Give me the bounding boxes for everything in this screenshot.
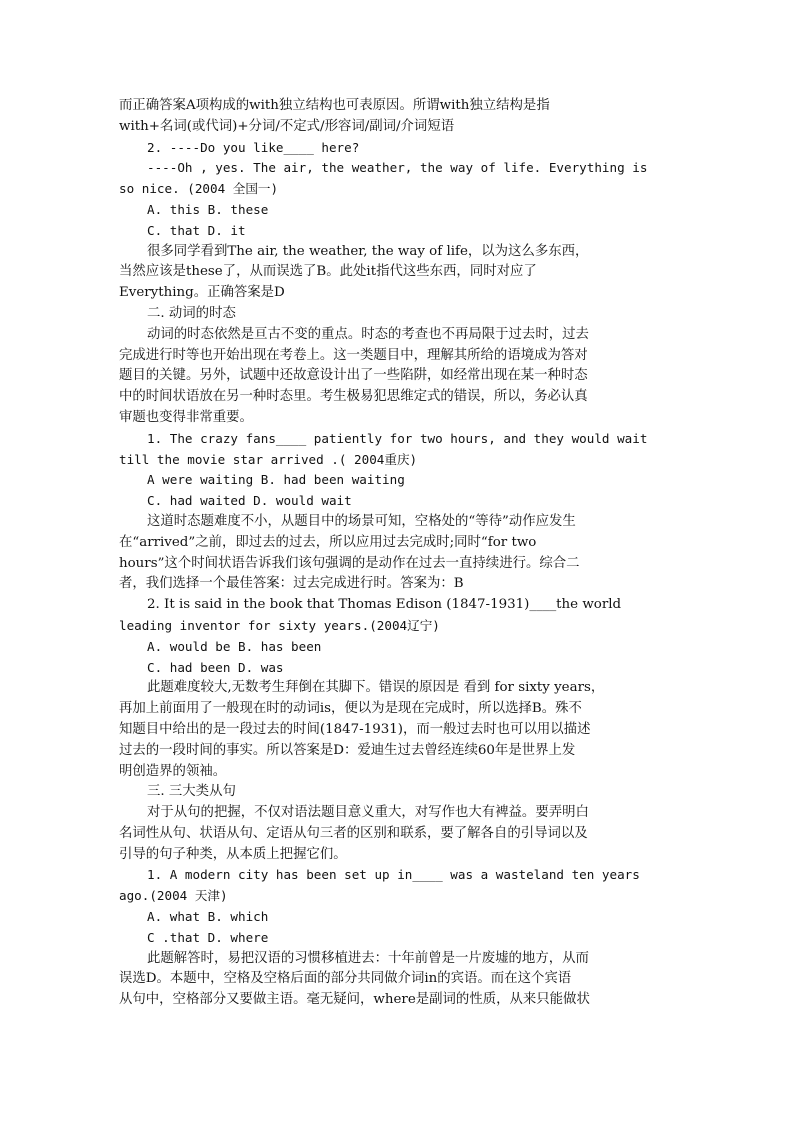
text-line: 完成进行时等也开始出现在考卷上。这一类题目中，理解其所给的语境成为答对 [119, 347, 588, 363]
text-line: 从句中，空格部分又要做主语。毫无疑问，where是副词的性质，从来只能做状 [119, 992, 590, 1008]
text-line: 知题目中给出的是一段过去的时间(1847-1931)，而一般过去时也可以用以描述 [119, 721, 591, 737]
text-line: 在“arrived”之前，即过去的过去，所以应用过去完成时;同时“for two [119, 534, 537, 550]
text-line: A. would be B. has been [147, 638, 322, 654]
text-line: 2. ----Do you like____ here? [147, 139, 360, 155]
text-line: 明创造界的领袖。 [119, 763, 227, 779]
text-line: 1. The crazy fans____ patiently for two hours, and they would wait [147, 430, 648, 446]
text-line: 题目的关键。另外，试题中还故意设计出了一些陷阱，如经常出现在某一种时态 [119, 368, 588, 384]
text-line: A were waiting B. had been waiting [147, 472, 405, 488]
text-line: C .that D. where [147, 929, 269, 945]
text-line: 而正确答案A项构成的with独立结构也可表原因。所谓with独立结构是指 [119, 98, 550, 113]
text-line: 再加上前面用了一般现在时的动词is，便以为是现在完成时，所以选择B。殊不 [119, 701, 582, 717]
text-line: A. this B. these [147, 201, 269, 217]
text-line: till the movie star arrived .( 2004重庆) [119, 451, 418, 467]
text-line: 误选D。本题中，空格及空格后面的部分共同做介词in的宾语。而在这个宾语 [119, 971, 572, 987]
text-line: 二. 动词的时态 [147, 305, 236, 321]
text-line: 很多同学看到The air, the weather, the way of life，以为这么多东西， [147, 243, 589, 259]
text-line: hours”这个时间状语告诉我们该句强调的是动作在过去一直持续进行。综合二 [119, 555, 580, 571]
text-line: C. had waited D. would wait [147, 493, 352, 509]
text-line: 引导的句子种类，从本质上把握它们。 [119, 846, 347, 862]
text-line: 对于从句的把握，不仅对语法题目意义重大，对写作也大有裨益。要弄明白 [147, 805, 589, 821]
text-line: 中的时间状语放在另一种时态里。考生极易犯思维定式的错误，所以，务必认真 [119, 389, 588, 405]
text-line: 此题难度较大,无数考生拜倒在其脚下。错误的原因是 看到 for sixty years， [147, 680, 605, 696]
text-line: 1. A modern city has been set up in____ was a wasteland ten years [147, 867, 640, 883]
text-line: ago.(2004 天津) [119, 888, 228, 904]
text-line: 动词的时态依然是亘古不变的重点。时态的考查也不再局限于过去时，过去 [147, 326, 589, 342]
text-line: 者，我们选择一个最佳答案：过去完成进行时。答案为：B [119, 576, 464, 592]
text-line: with+名词(或代词)+分词/不定式/形容词/副词/介词短语 [119, 118, 455, 134]
text-line: 2. It is said in the book that Thomas Edison (1847-1931)____the world [147, 597, 622, 613]
text-line: C. had been D. was [147, 659, 284, 675]
text-line: ----Oh , yes. The air, the weather, the way of life. Everything is [147, 160, 648, 176]
text-line: 审题也变得非常重要。 [119, 409, 253, 425]
text-line: A. what B. which [147, 909, 269, 925]
text-line: C. that D. it [147, 222, 246, 238]
text-line: 三. 三大类从句 [147, 784, 236, 800]
document-body [119, 96, 679, 1011]
text-line: 这道时态题难度不小，从题目中的场景可知，空格处的“等待”动作应发生 [147, 513, 576, 529]
text-line: 过去的一段时间的事实。所以答案是D：爱迪生过去曾经连续60年是世界上发 [119, 742, 576, 758]
text-line: so nice. (2004 全国一) [119, 181, 279, 197]
text-line: 当然应该是these了，从而误选了B。此处it指代这些东西，同时对应了 [119, 264, 537, 280]
text-line: Everything。正确答案是D [119, 285, 285, 301]
text-line: leading inventor for sixty years.(2004辽宁) [119, 617, 440, 633]
text-line: 此题解答时，易把汉语的习惯移植进去：十年前曾是一片废墟的地方，从而 [147, 950, 589, 966]
text-line: 名词性从句、状语从句、定语从句三者的区别和联系，要了解各自的引导词以及 [119, 825, 588, 841]
